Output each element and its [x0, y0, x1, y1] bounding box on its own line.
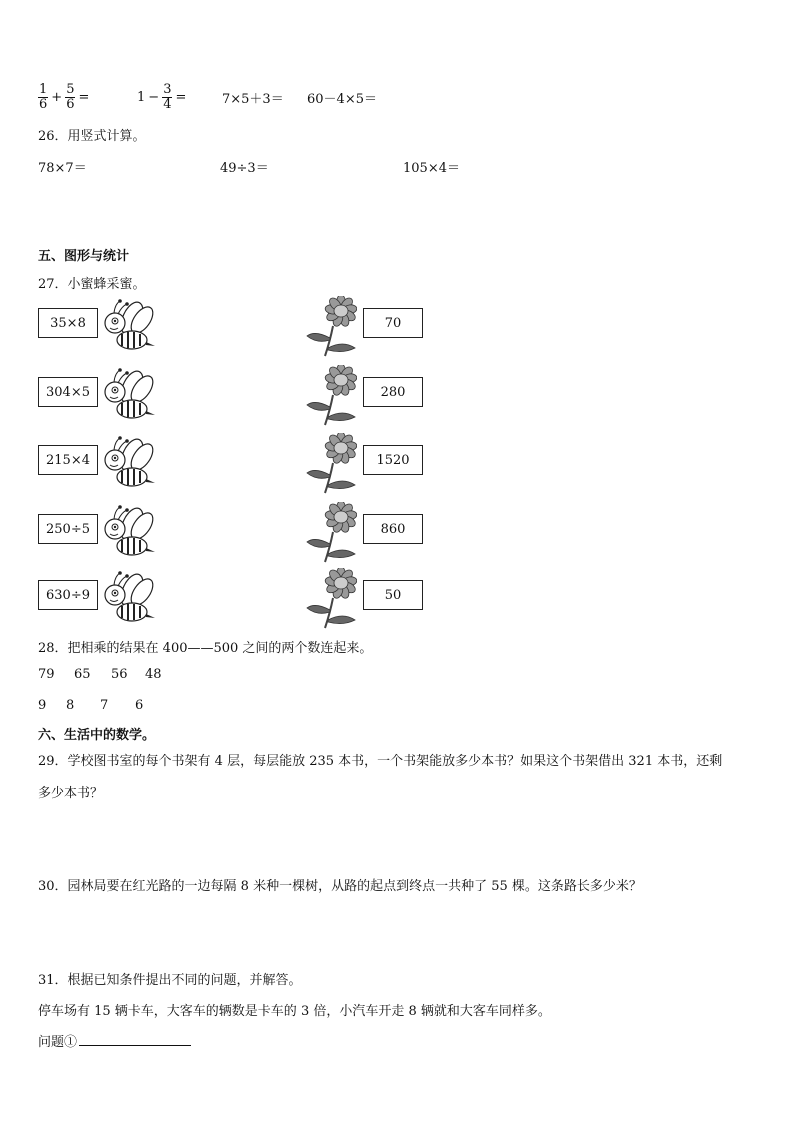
flower-icon — [305, 433, 357, 495]
denominator: 6 — [66, 96, 75, 112]
number[interactable]: 79 — [38, 667, 55, 682]
question-30: 30．园林局要在红光路的一边每隔 8 米种一棵树，从路的起点到终点一共种了 55 棵。这条路长多少米？ — [38, 879, 642, 894]
vertical-calc-2: 49÷3＝ — [220, 161, 269, 176]
bee-expression-box[interactable]: 35×8 — [38, 308, 98, 338]
fraction — [38, 83, 48, 111]
question-28-title: 28．把相乘的结果在 400——500 之间的两个数连起来。 — [38, 641, 373, 656]
number[interactable]: 65 — [74, 667, 91, 682]
bee-icon — [100, 365, 158, 427]
section-title-6: 六、生活中的数学。 — [38, 728, 156, 743]
vertical-calc-1: 78×7＝ — [38, 161, 87, 176]
numerator: 3 — [163, 81, 172, 97]
flower-answer-box[interactable]: 50 — [363, 580, 423, 610]
operator: − — [148, 89, 160, 105]
denominator: 4 — [163, 96, 172, 112]
fraction — [162, 83, 172, 111]
flower-answer-box[interactable]: 1520 — [363, 445, 423, 475]
question-27-title: 27．小蜜蜂采蜜。 — [38, 277, 146, 292]
flower-icon — [305, 502, 357, 564]
bee-expression-box[interactable]: 304×5 — [38, 377, 98, 407]
bee-expression-box[interactable]: 215×4 — [38, 445, 98, 475]
expression-fraction-sum — [38, 78, 92, 116]
number[interactable]: 48 — [145, 667, 162, 682]
bee-expression-box[interactable]: 250÷5 — [38, 514, 98, 544]
numerator: 1 — [39, 81, 48, 97]
whole-number: 1 — [137, 89, 146, 105]
flower-answer-box[interactable]: 860 — [363, 514, 423, 544]
question-29-line-2: 多少本书？ — [38, 786, 104, 801]
number[interactable]: 56 — [111, 667, 128, 682]
equals: = — [175, 89, 187, 105]
fraction — [65, 83, 75, 111]
bee-icon — [100, 502, 158, 564]
question-label: 问题① — [38, 1035, 78, 1050]
question-31-prompt — [38, 1031, 191, 1050]
vertical-calc-3: 105×4＝ — [403, 161, 460, 176]
bee-expression-box[interactable]: 630÷9 — [38, 580, 98, 610]
question-26-title: 26．用竖式计算。 — [38, 129, 146, 144]
bee-icon — [100, 433, 158, 495]
number[interactable]: 7 — [100, 698, 109, 713]
flower-icon — [305, 568, 357, 630]
expression-4: 60－4×5＝ — [307, 91, 377, 107]
bee-icon — [100, 568, 158, 630]
bee-icon — [100, 296, 158, 358]
operator: + — [51, 89, 63, 105]
denominator: 6 — [39, 96, 48, 112]
equals: = — [78, 89, 90, 105]
flower-answer-box[interactable]: 280 — [363, 377, 423, 407]
flower-answer-box[interactable]: 70 — [363, 308, 423, 338]
number[interactable]: 6 — [135, 698, 144, 713]
section-title-5: 五、图形与统计 — [38, 249, 130, 264]
expression-fraction-diff — [137, 78, 189, 116]
question-31-title: 31．根据已知条件提出不同的问题，并解答。 — [38, 973, 302, 988]
flower-icon — [305, 365, 357, 427]
number[interactable]: 8 — [66, 698, 75, 713]
number[interactable]: 9 — [38, 698, 47, 713]
numerator: 5 — [66, 81, 75, 97]
number-row-1 — [38, 667, 175, 682]
expression-3: 7×5＋3＝ — [222, 91, 284, 107]
flower-icon — [305, 296, 357, 358]
question-29-line-1: 29．学校图书室的每个书架有 4 层，每层能放 235 本书，一个书架能放多少本书？如果这个书架借出 321 本书，还剩 — [38, 754, 723, 769]
answer-blank[interactable] — [79, 1032, 191, 1046]
question-31-condition: 停车场有 15 辆卡车，大客车的辆数是卡车的 3 倍，小汽车开走 8 辆就和大客车同样多。 — [38, 1004, 551, 1019]
number-row-2 — [38, 698, 165, 713]
